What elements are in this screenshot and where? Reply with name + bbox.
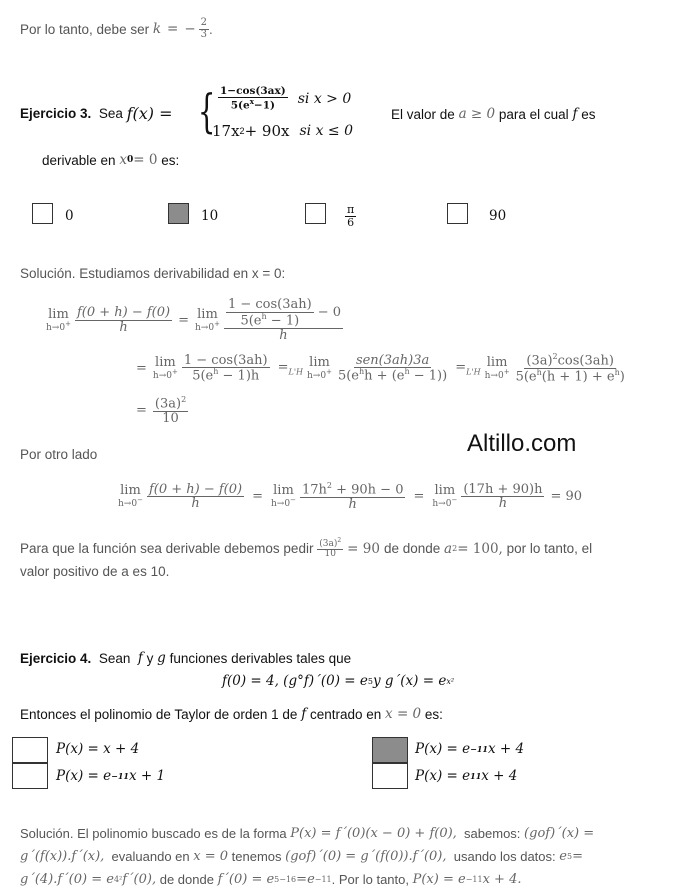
option-checkbox-0[interactable] [32,203,53,224]
taylor-option-checkbox-c[interactable] [12,763,48,789]
option-checkbox-pi-6[interactable] [305,203,326,224]
solution-4-line3: g´(4).f´(0) = e 4² f´(0), de donde f´(0) = e 5−16 = e −11 . Por lo tanto, P(x) = e −11 x + 4. [20,872,522,887]
two-thirds-fraction: $\frac{2}{3}$ [200,17,208,40]
option-label-pi-6: $\frac{\pi}{6}$ [347,203,355,229]
option-label-10: 10 [201,208,219,224]
exercise-3-question-line2: derivable en x 0 = 0 es: [42,152,180,168]
option-checkbox-10[interactable] [168,203,189,224]
piecewise-function: { $\frac{1-\cos(3ax)}{5(e^x-1)}$ si x > 0 17x 2 + 90x si x ≤ 0 [197,84,353,140]
limit-derivation-line2: = lim h→0+ $\frac{1 - \cos(3ah)}{5(e^h - 1)h}$ $=_{L'H}$ lim h→0+ $\frac{\text{sen(3ah)3a}}{5(e^hh + (e^h - 1))}$ $=_{L'H}$ lim h→0+ $\frac{(3a)^2\cos(3ah)}{5(e^h(h + 1) + e^h)}$ [136,352,625,385]
taylor-option-d: P(x) = e 11 x + 4 [415,768,518,784]
solution-3-intro: Solución. Estudiamos derivabilidad en x = 0: [20,266,286,281]
exercise-4-data: f(0) = 4, (g°f)´(0) = e 5 y g´(x) = e x² [222,673,455,689]
taylor-option-checkbox-a[interactable] [12,737,48,763]
option-label-0: 0 [65,208,74,224]
limit-derivation-line1: lim h→0+ $\frac{f(0 + h) - f(0)}{h}$ = lim h→0+ $\frac{1 - \cos(3ah)}{5(e^h - 1)}$ − 0 h [46,297,341,343]
exercise-3-heading: Ejercicio 3. Sea f(x) = [20,104,173,123]
taylor-option-b: P(x) = e −11 x + 4 [415,741,525,757]
option-label-90: 90 [489,208,507,224]
derivability-condition: Para que la función sea derivable debemos pedir $\frac{(3a)^2}{10}$ = 90 de donde a 2 = 100, por lo tanto, el [20,537,593,560]
solution-4-line1: Solución. El polinomio buscado es de la forma P(x) = f´(0)(x − 0) + f(0), sabemos: (gof)´(x) = [20,826,595,841]
taylor-option-a: P(x) = x + 4 [56,741,140,757]
option-checkbox-90[interactable] [447,203,468,224]
watermark: Altillo.com [467,430,577,457]
limit-derivation-line3: = $\frac{(3a)^2}{10}$ [136,395,187,426]
solution-4-line2: g´(f(x)).f´(x), evaluando en x = 0 tenemos (gof)´(0) = g´(f(0)).f´(0), usando los datos: e 5 = [20,849,583,864]
taylor-option-checkbox-d[interactable] [372,763,408,789]
top-line: Por lo tanto, debe ser k = − $\frac{2}{3}$ . [20,17,213,40]
exercise-3-question: El valor de a ≥ 0 para el cual f es [391,106,596,122]
other-side-intro: Por otro lado [20,447,98,462]
taylor-option-checkbox-b[interactable] [372,737,408,763]
exercise-4-heading: Ejercicio 4. Sean f y g funciones derivables tales que [20,650,352,666]
left-limit-line: lim h→0− $\frac{f(0 + h) - f(0)}{h}$ = lim h→0− $\frac{17h^2 + 90h - 0}{h}$ = lim h→0− $\frac{(17h + 90)h}{h}$ = 90 [118,481,583,512]
derivability-conclusion: valor positivo de a es 10. [20,564,170,579]
taylor-option-c: P(x) = e −11 x + 1 [56,768,166,784]
taylor-question: Entonces el polinomio de Taylor de orden 1 de f centrado en x = 0 es: [20,706,443,722]
